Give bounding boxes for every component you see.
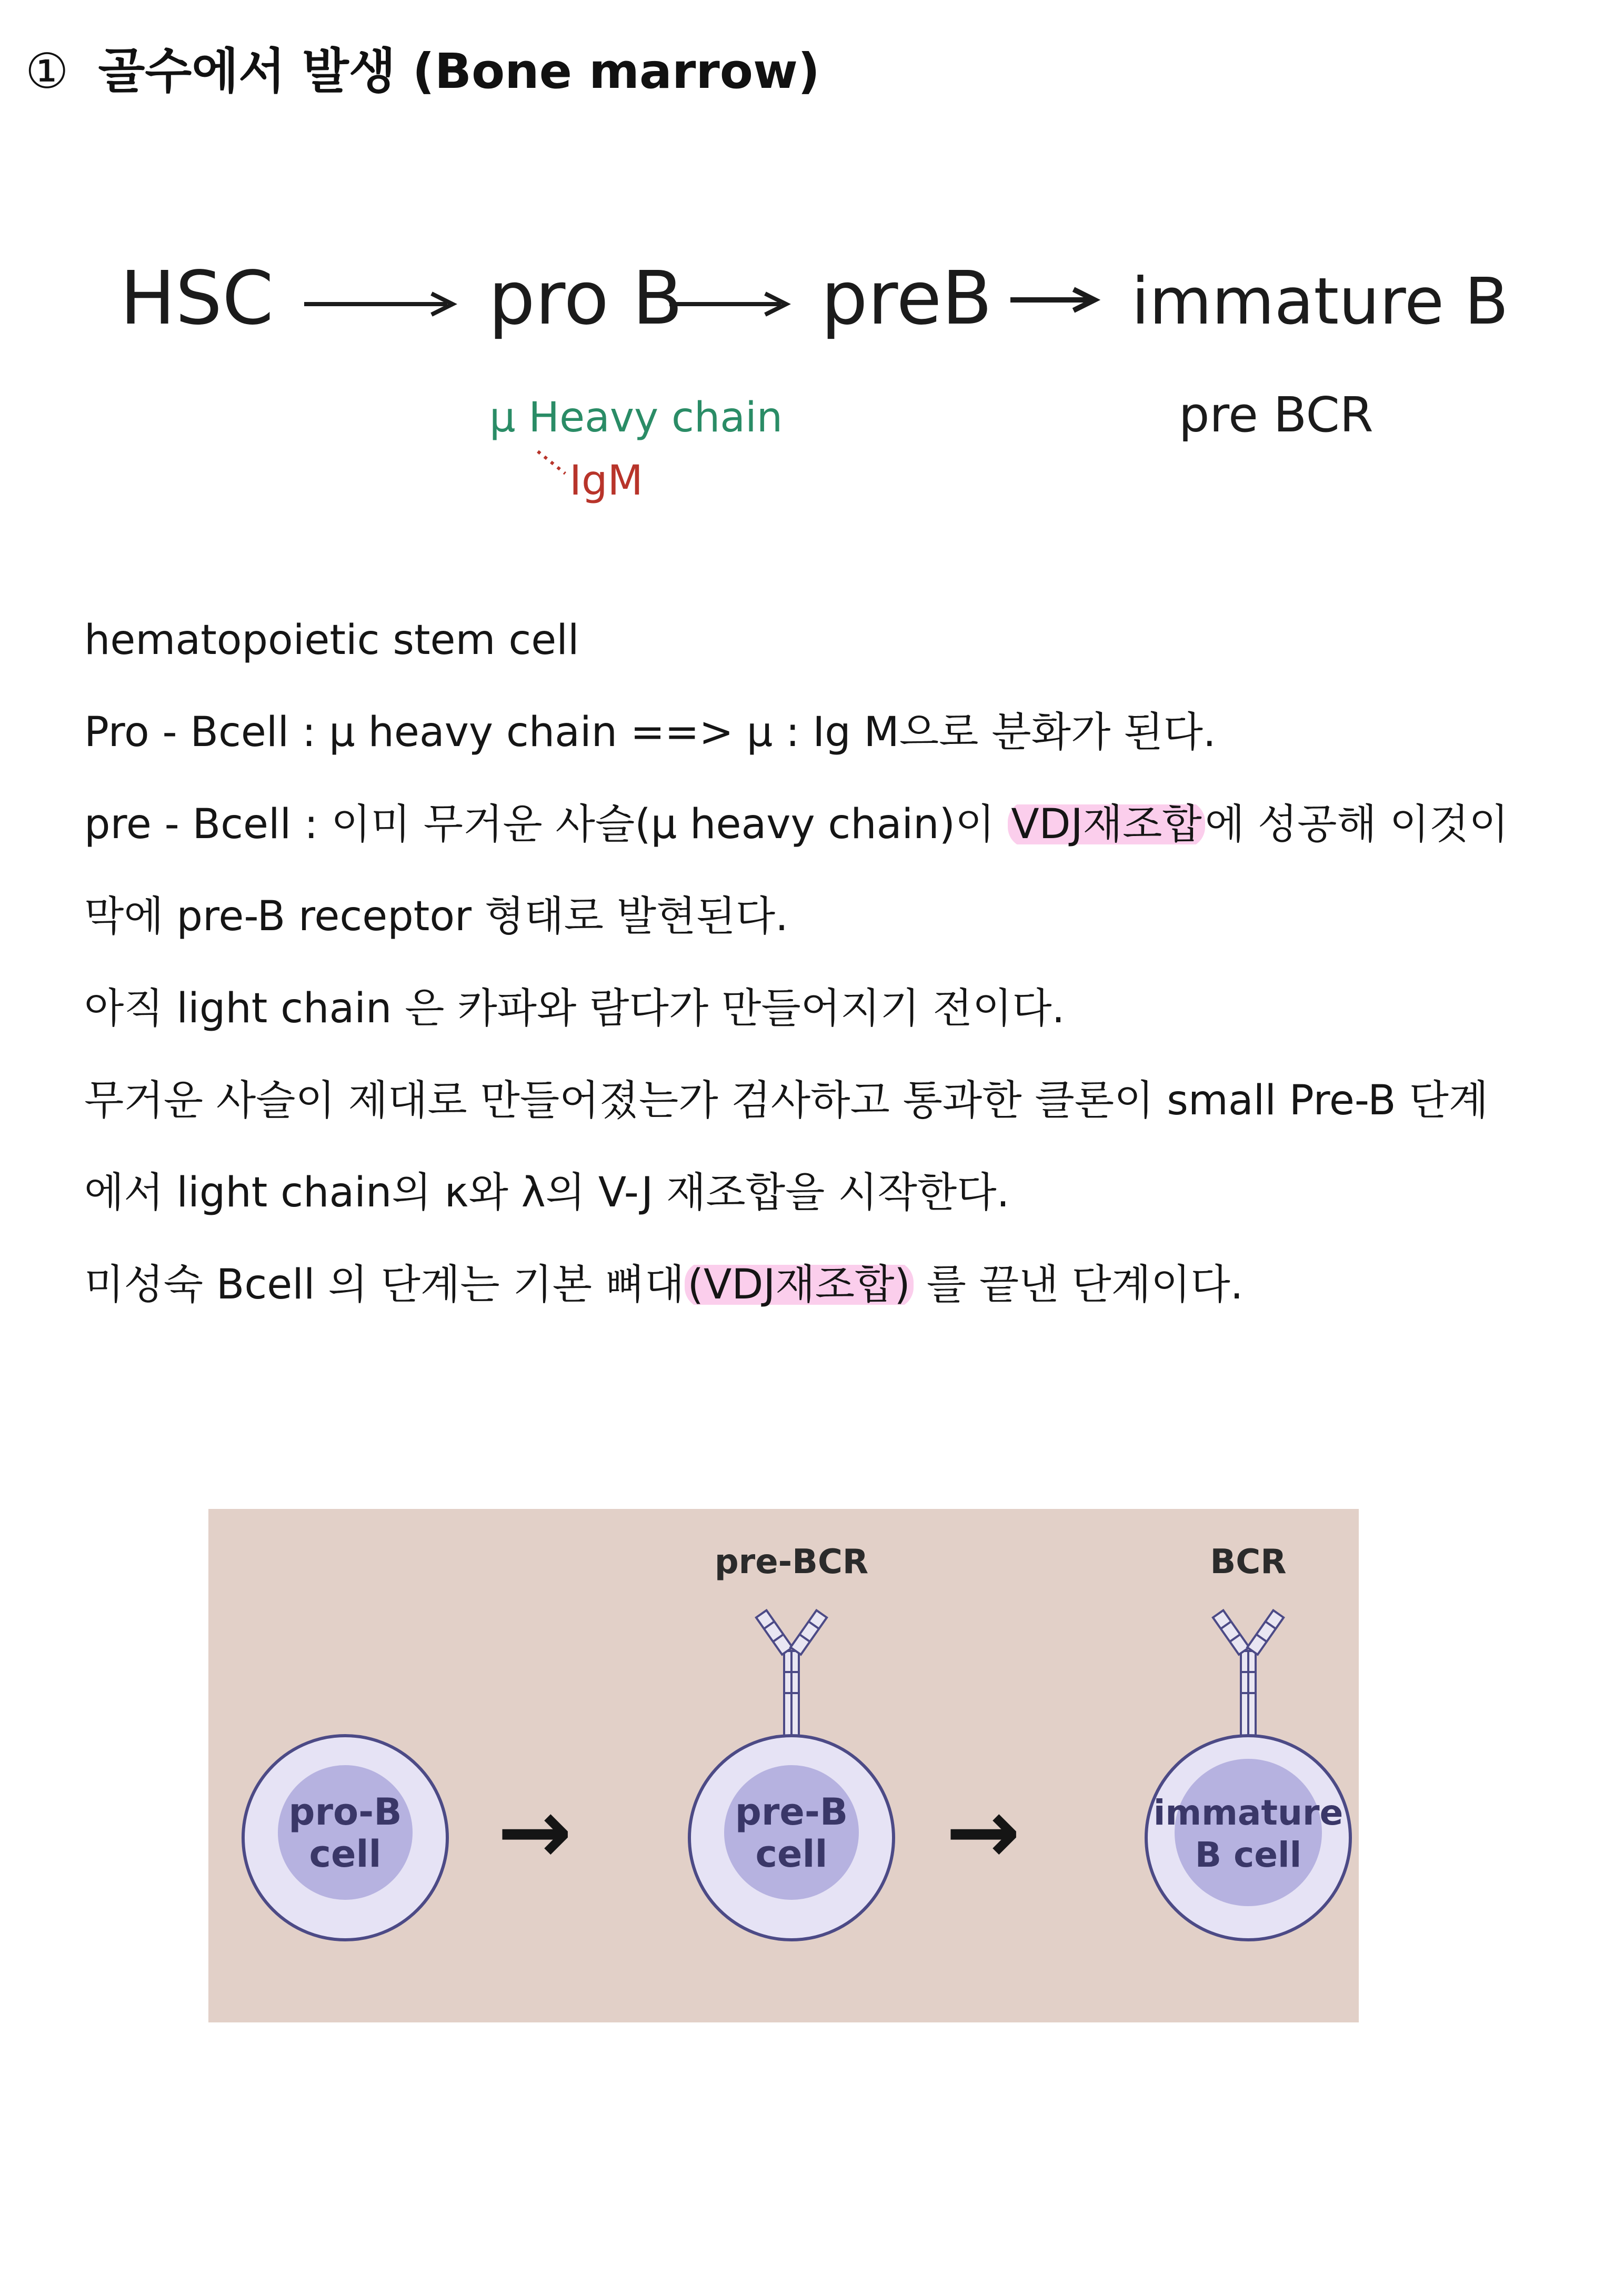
note-pre-bcr: pre BCR	[1179, 387, 1374, 443]
bcr-label: BCR	[1210, 1543, 1287, 1582]
text-line-6: 무거운 사슬이 제대로 만들어졌는가 검사하고 통과한 클론이 small Pre-B 단계	[84, 1077, 1489, 1124]
pro-b-label-2: cell	[309, 1832, 382, 1876]
text-line-8-end: 를 끝낸 단계이다.	[913, 1261, 1244, 1308]
pre-bcr-label: pre-BCR	[714, 1543, 869, 1582]
note-dotted-arrow	[538, 451, 565, 474]
pre-b-cell	[689, 1543, 894, 1940]
stage-pre-b: preB	[821, 256, 993, 341]
handwritten-flow-diagram	[0, 0, 1624, 579]
stage-immature-b: immature B	[1131, 264, 1509, 339]
text-line-8-start: 미성숙 Bcell 의 단계는 기본 뼈대	[84, 1261, 685, 1308]
text-line-2: Pro - Bcell : μ heavy chain ==> μ : Ig M으로 분화가 된다.	[84, 709, 1216, 756]
figure-canvas	[208, 1509, 1359, 2022]
text-line-8	[84, 1255, 1589, 1347]
text-line-7: 에서 light chain의 κ와 λ의 V-J 재조합을 시작한다.	[84, 1169, 1010, 1216]
figure-arrow-1: →	[497, 1780, 573, 1884]
highlight-vdj: VDJ재조합	[1008, 801, 1205, 848]
pre-bcr-receptor-icon	[756, 1610, 827, 1740]
figure-arrow-2: →	[945, 1780, 1021, 1884]
bcr-receptor-icon	[1213, 1610, 1284, 1740]
text-line-1: hematopoietic stem cell	[84, 617, 579, 664]
text-line-3-start: pre - Bcell : 이미 무거운 사슬(μ heavy chain)이	[84, 801, 1008, 848]
immature-b-cell	[1146, 1543, 1350, 1940]
text-line-4: 막에 pre-B receptor 형태로 발현된다.	[84, 893, 788, 940]
text-line-5: 아직 light chain 은 카파와 람다가 만들어지기 전이다.	[84, 985, 1065, 1032]
pro-b-cell	[243, 1736, 447, 1940]
text-line-3-end: 에 성공해 이것이	[1205, 801, 1509, 848]
body-text	[84, 610, 1589, 1347]
stage-pro-b: pro B	[488, 256, 683, 341]
immature-b-label-1: immature	[1153, 1793, 1344, 1833]
pre-b-label-1: pre-B	[735, 1790, 848, 1834]
b-cell-development-figure	[208, 1509, 1359, 2022]
text-line-3	[84, 794, 1589, 887]
highlight-vdj-2: (VDJ재조합)	[685, 1261, 914, 1308]
pro-b-label-1: pro-B	[288, 1790, 402, 1834]
immature-b-label-2: B cell	[1195, 1835, 1302, 1875]
pre-b-label-2: cell	[755, 1832, 828, 1876]
note-igm: IgM	[569, 457, 643, 505]
section-number: ①	[25, 43, 69, 99]
stage-hsc: HSC	[120, 256, 274, 341]
section-title: 골수에서 발생 (Bone marrow)	[98, 43, 820, 99]
note-heavy-chain: μ Heavy chain	[489, 394, 783, 441]
